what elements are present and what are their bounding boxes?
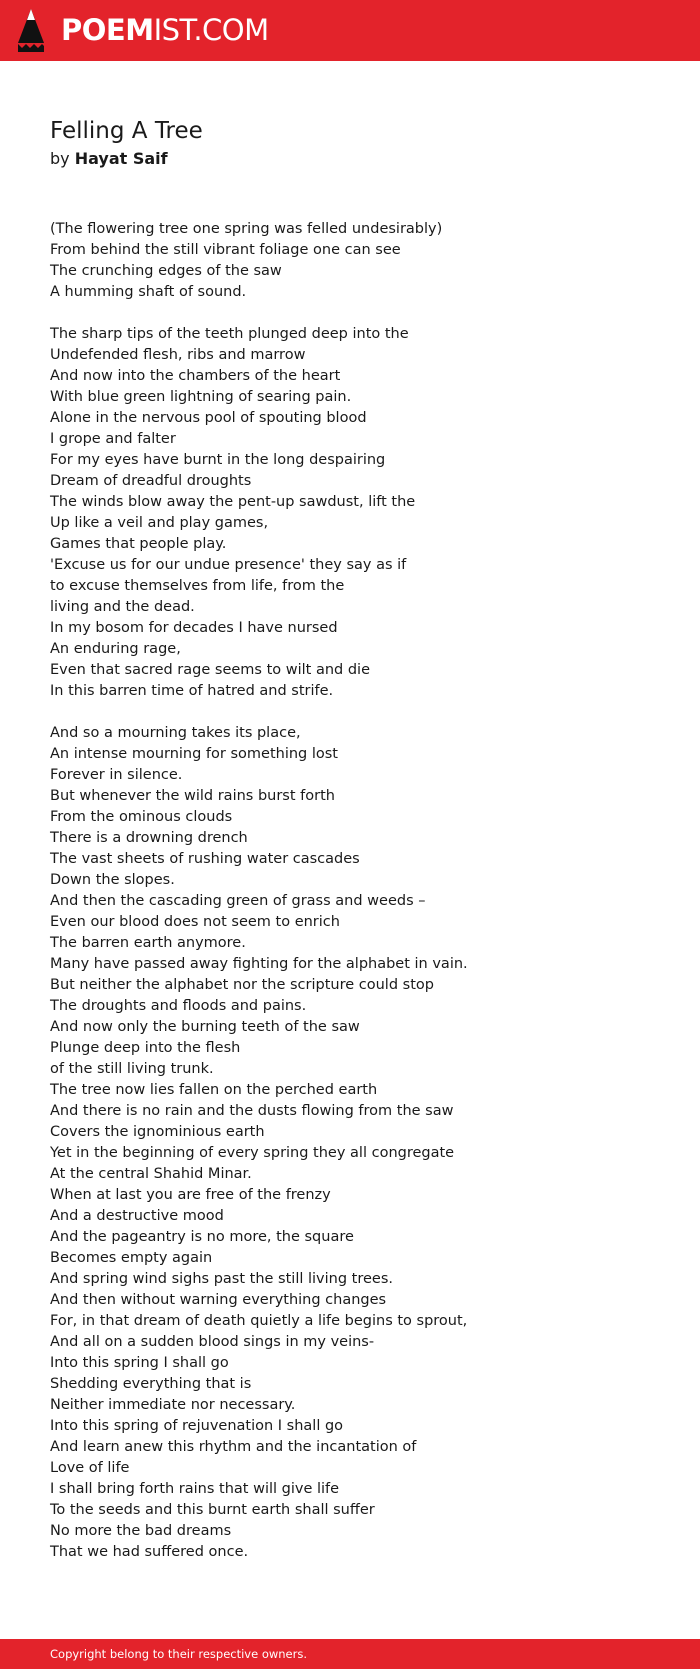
poem-line: The barren earth anymore.: [50, 935, 246, 951]
poem-line: And spring wind sighs past the still living trees.: [50, 1271, 393, 1287]
site-header: [0, 0, 700, 61]
poem-stanza: [50, 723, 670, 1563]
pencil-tip-icon[interactable]: [18, 9, 44, 52]
poem-line: For my eyes have burnt in the long despairing: [50, 452, 386, 468]
poem-line: Neither immediate nor necessary.: [50, 1397, 296, 1413]
poem-line: Into this spring of rejuvenation I shall go: [50, 1418, 344, 1434]
poem-line: I grope and falter: [50, 431, 176, 447]
poem-line: When at last you are free of the frenzy: [50, 1187, 331, 1203]
poem-line: And now only the burning teeth of the saw: [50, 1019, 360, 1035]
poem-line: And a destructive mood: [50, 1208, 224, 1224]
brand-light-text: IST.COM: [153, 13, 269, 47]
poem-line: Games that people play.: [50, 536, 227, 552]
poem-line: Yet in the beginning of every spring they all congregate: [50, 1145, 455, 1161]
poem-line: (The flowering tree one spring was felled undesirably): [50, 221, 443, 237]
poem-line: The sharp tips of the teeth plunged deep into the: [50, 326, 409, 342]
poem-line: For, in that dream of death quietly a life begins to sprout,: [50, 1313, 468, 1329]
byline-prefix: by: [50, 149, 70, 168]
poem-line: Forever in silence.: [50, 767, 183, 783]
poem-line: living and the dead.: [50, 599, 195, 615]
poem-line: I shall bring forth rains that will give life: [50, 1481, 340, 1497]
poem-stanza: [50, 324, 670, 702]
site-footer: [0, 1639, 700, 1669]
poem-line: And the pageantry is no more, the square: [50, 1229, 354, 1245]
site-brand[interactable]: [61, 13, 269, 47]
poem-line: Dream of dreadful droughts: [50, 473, 252, 489]
poem-line: Love of life: [50, 1460, 130, 1476]
poem-line: Undefended flesh, ribs and marrow: [50, 347, 306, 363]
brand-bold-text: POEM: [61, 13, 154, 47]
poem-line: With blue green lightning of searing pain.: [50, 389, 352, 405]
poem-line: But neither the alphabet nor the scripture could stop: [50, 977, 434, 993]
copyright-text: Copyright belong to their respective owners.: [50, 1647, 308, 1661]
poem-line: And then the cascading green of grass and weeds –: [50, 893, 426, 909]
poem-line: In my bosom for decades I have nursed: [50, 620, 338, 636]
poem-line: of the still living trunk.: [50, 1061, 214, 1077]
poem-line: Covers the ignominious earth: [50, 1124, 265, 1140]
poem-line: And now into the chambers of the heart: [50, 368, 341, 384]
poem-line: In this barren time of hatred and strife.: [50, 683, 334, 699]
byline: [50, 147, 168, 171]
poem-line: And there is no rain and the dusts flowing from the saw: [50, 1103, 454, 1119]
poem-line: There is a drowning drench: [50, 830, 248, 846]
poem-line: And learn anew this rhythm and the incantation of: [50, 1439, 417, 1455]
poem-line: At the central Shahid Minar.: [50, 1166, 252, 1182]
poem-line: That we had suffered once.: [50, 1544, 249, 1560]
poem-title: Felling A Tree: [50, 118, 203, 144]
poem-line: Shedding everything that is: [50, 1376, 252, 1392]
poem-line: But whenever the wild rains burst forth: [50, 788, 335, 804]
poem-line: Many have passed away fighting for the alphabet in vain.: [50, 956, 468, 972]
poem-line: Even that sacred rage seems to wilt and die: [50, 662, 370, 678]
poem-line: And then without warning everything changes: [50, 1292, 387, 1308]
poem-line: The winds blow away the pent-up sawdust, lift the: [50, 494, 416, 510]
poem-line: From behind the still vibrant foliage one can see: [50, 242, 401, 258]
poem-line: Alone in the nervous pool of spouting blood: [50, 410, 367, 426]
author-name: Hayat Saif: [74, 149, 168, 168]
poem-line: Even our blood does not seem to enrich: [50, 914, 340, 930]
poem-line: The droughts and floods and pains.: [50, 998, 307, 1014]
poem-line: Down the slopes.: [50, 872, 175, 888]
poem-stanza: [50, 219, 670, 303]
poem-line: 'Excuse us for our undue presence' they say as if: [50, 557, 407, 573]
poem-line: The crunching edges of the saw: [50, 263, 282, 279]
poem-line: An intense mourning for something lost: [50, 746, 338, 762]
poem-line: To the seeds and this burnt earth shall suffer: [50, 1502, 375, 1518]
poem-line: Into this spring I shall go: [50, 1355, 229, 1371]
poem-body: [50, 219, 670, 1563]
poem-line: The tree now lies fallen on the perched earth: [50, 1082, 378, 1098]
poem-line: And so a mourning takes its place,: [50, 725, 301, 741]
poem-line: Becomes empty again: [50, 1250, 213, 1266]
poem-line: From the ominous clouds: [50, 809, 233, 825]
poem-line: Plunge deep into the flesh: [50, 1040, 241, 1056]
poem-line: No more the bad dreams: [50, 1523, 232, 1539]
poem-line: Up like a veil and play games,: [50, 515, 269, 531]
poem-line: An enduring rage,: [50, 641, 181, 657]
poem-line: And all on a sudden blood sings in my veins-: [50, 1334, 375, 1350]
poem-line: to excuse themselves from life, from the: [50, 578, 345, 594]
poem-line: The vast sheets of rushing water cascades: [50, 851, 360, 867]
poem-line: A humming shaft of sound.: [50, 284, 247, 300]
